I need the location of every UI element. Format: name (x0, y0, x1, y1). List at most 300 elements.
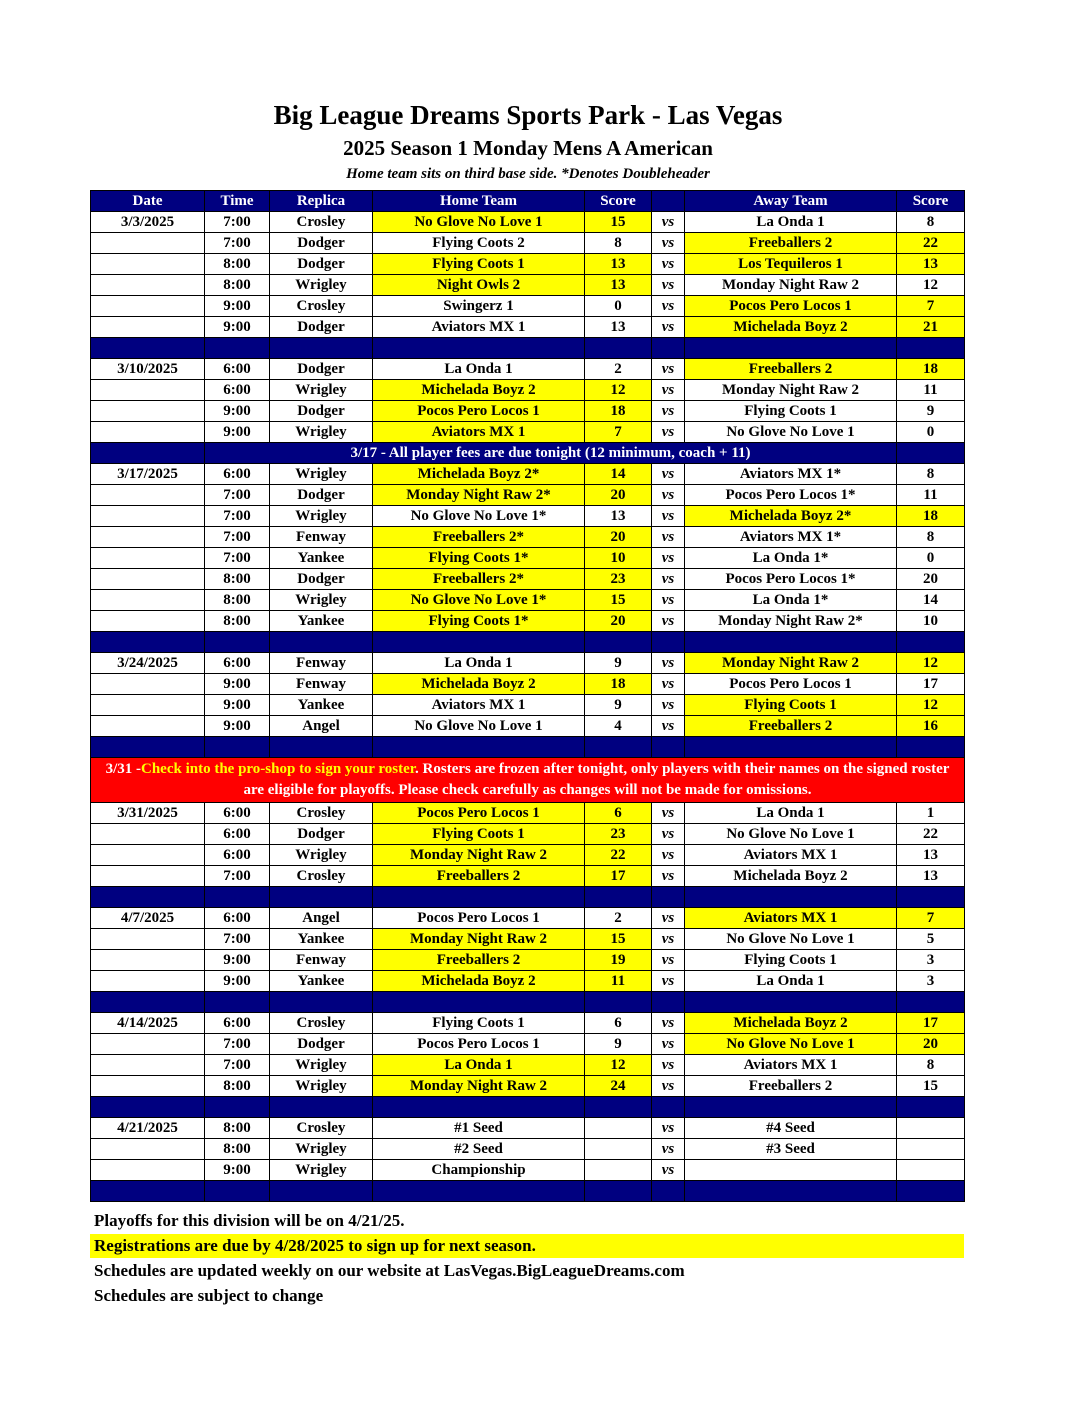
separator-cell (91, 1097, 205, 1118)
home-score: 2 (585, 359, 652, 380)
field-replica: Dodger (270, 1034, 373, 1055)
away-score: 15 (897, 1076, 965, 1097)
col-time: Time (205, 191, 270, 212)
home-team: Freeballers 2 (373, 866, 585, 887)
vs-label: vs (652, 422, 685, 443)
vs-label: vs (652, 359, 685, 380)
separator-cell (270, 338, 373, 359)
home-score: 22 (585, 845, 652, 866)
separator-cell (652, 632, 685, 653)
field-replica: Wrigley (270, 1160, 373, 1181)
game-row (91, 548, 965, 569)
vs-label: vs (652, 929, 685, 950)
game-date (91, 950, 205, 971)
separator-row (91, 1181, 965, 1202)
home-team: La Onda 1 (373, 1055, 585, 1076)
separator-cell (585, 887, 652, 908)
game-row (91, 212, 965, 233)
game-date (91, 1139, 205, 1160)
fees-notice-row (91, 443, 965, 464)
game-row (91, 1034, 965, 1055)
field-replica: Wrigley (270, 1139, 373, 1160)
vs-label: vs (652, 401, 685, 422)
away-score: 11 (897, 380, 965, 401)
home-score: 13 (585, 506, 652, 527)
away-score: 1 (897, 803, 965, 824)
game-date (91, 674, 205, 695)
away-team: La Onda 1* (685, 548, 897, 569)
separator-cell (91, 992, 205, 1013)
game-time: 7:00 (205, 485, 270, 506)
away-team: No Glove No Love 1 (685, 824, 897, 845)
vs-label: vs (652, 233, 685, 254)
home-team: Monday Night Raw 2 (373, 845, 585, 866)
away-score (897, 1160, 965, 1181)
game-date (91, 275, 205, 296)
home-team: Flying Coots 1 (373, 1013, 585, 1034)
change-note: Schedules are subject to change (94, 1286, 324, 1305)
vs-label: vs (652, 971, 685, 992)
separator-cell (205, 1181, 270, 1202)
game-row (91, 695, 965, 716)
home-score: 9 (585, 653, 652, 674)
home-team: Flying Coots 1 (373, 254, 585, 275)
fees-notice: 3/17 - All player fees are due tonight (12 minimum, coach + 11) (205, 443, 897, 464)
field-replica: Crosley (270, 866, 373, 887)
home-team: Michelada Boyz 2* (373, 464, 585, 485)
away-score (897, 1118, 965, 1139)
field-replica: Dodger (270, 359, 373, 380)
game-date: 3/10/2025 (91, 359, 205, 380)
vs-label: vs (652, 824, 685, 845)
vs-label: vs (652, 803, 685, 824)
home-score (585, 1160, 652, 1181)
home-team: Flying Coots 1 (373, 824, 585, 845)
game-date (91, 485, 205, 506)
field-replica: Wrigley (270, 1076, 373, 1097)
home-team: Pocos Pero Locos 1 (373, 803, 585, 824)
away-team: Aviators MX 1 (685, 908, 897, 929)
home-score: 24 (585, 1076, 652, 1097)
separator-row (91, 992, 965, 1013)
game-date (91, 611, 205, 632)
game-time: 6:00 (205, 803, 270, 824)
vs-label: vs (652, 569, 685, 590)
schedule-body (91, 212, 965, 1202)
home-team: Flying Coots 1* (373, 548, 585, 569)
roster-notice-prefix: 3/31 - (105, 761, 141, 777)
home-team: Aviators MX 1 (373, 317, 585, 338)
roster-notice-text: . Rosters are frozen after tonight, only players with their names on the signed roster are eligible for playoffs. Please check carefully as changes will not be made for omissions. (243, 761, 950, 798)
game-date: 3/24/2025 (91, 653, 205, 674)
field-replica: Wrigley (270, 380, 373, 401)
vs-label: vs (652, 1013, 685, 1034)
home-score: 12 (585, 1055, 652, 1076)
game-date: 3/31/2025 (91, 803, 205, 824)
home-team: Michelada Boyz 2 (373, 674, 585, 695)
notice-cell (91, 443, 205, 464)
vs-label: vs (652, 866, 685, 887)
away-team: Flying Coots 1 (685, 401, 897, 422)
home-score: 9 (585, 1034, 652, 1055)
separator-cell (270, 737, 373, 758)
vs-label: vs (652, 506, 685, 527)
game-date (91, 1055, 205, 1076)
vs-label: vs (652, 674, 685, 695)
game-time: 7:00 (205, 233, 270, 254)
away-score: 20 (897, 569, 965, 590)
away-score: 22 (897, 233, 965, 254)
separator-row (91, 632, 965, 653)
away-score: 0 (897, 422, 965, 443)
game-time: 7:00 (205, 548, 270, 569)
game-date: 3/3/2025 (91, 212, 205, 233)
home-score: 18 (585, 674, 652, 695)
game-date (91, 569, 205, 590)
separator-cell (373, 1097, 585, 1118)
game-date (91, 254, 205, 275)
game-date (91, 845, 205, 866)
home-team: #1 Seed (373, 1118, 585, 1139)
col-replica: Replica (270, 191, 373, 212)
game-time: 7:00 (205, 527, 270, 548)
separator-cell (205, 887, 270, 908)
field-replica: Crosley (270, 1013, 373, 1034)
field-replica: Crosley (270, 803, 373, 824)
game-time: 7:00 (205, 1034, 270, 1055)
home-score: 9 (585, 695, 652, 716)
away-team: Freeballers 2 (685, 1076, 897, 1097)
home-score: 11 (585, 971, 652, 992)
separator-cell (585, 1097, 652, 1118)
col-away-team: Away Team (685, 191, 897, 212)
page-subtitle: 2025 Season 1 Monday Mens A American (343, 136, 713, 160)
separator-cell (373, 1181, 585, 1202)
game-date (91, 716, 205, 737)
game-date (91, 824, 205, 845)
separator-cell (585, 338, 652, 359)
home-score: 15 (585, 590, 652, 611)
header-row (91, 191, 965, 212)
home-score: 6 (585, 1013, 652, 1034)
game-row (91, 1013, 965, 1034)
away-team: No Glove No Love 1 (685, 422, 897, 443)
game-time: 7:00 (205, 929, 270, 950)
registration-note: Registrations are due by 4/28/2025 to sign up for next season. (90, 1234, 964, 1258)
separator-cell (205, 737, 270, 758)
home-score: 18 (585, 401, 652, 422)
separator-cell (585, 737, 652, 758)
vs-label: vs (652, 1139, 685, 1160)
game-row (91, 674, 965, 695)
vs-label: vs (652, 317, 685, 338)
field-replica: Angel (270, 716, 373, 737)
separator-cell (205, 632, 270, 653)
home-score: 17 (585, 866, 652, 887)
separator-cell (897, 632, 965, 653)
game-row (91, 611, 965, 632)
away-score: 13 (897, 866, 965, 887)
game-date (91, 866, 205, 887)
vs-label: vs (652, 1076, 685, 1097)
away-team: Monday Night Raw 2 (685, 380, 897, 401)
away-team: Pocos Pero Locos 1* (685, 485, 897, 506)
separator-cell (652, 887, 685, 908)
field-replica: Dodger (270, 401, 373, 422)
separator-cell (91, 1181, 205, 1202)
game-time: 7:00 (205, 506, 270, 527)
separator-cell (270, 1181, 373, 1202)
game-time: 6:00 (205, 1013, 270, 1034)
away-score: 11 (897, 485, 965, 506)
game-row (91, 254, 965, 275)
away-score: 7 (897, 908, 965, 929)
away-team: Michelada Boyz 2 (685, 866, 897, 887)
separator-cell (373, 887, 585, 908)
game-date: 3/17/2025 (91, 464, 205, 485)
col-date: Date (91, 191, 205, 212)
home-team: No Glove No Love 1* (373, 506, 585, 527)
game-row (91, 971, 965, 992)
away-score: 14 (897, 590, 965, 611)
home-team: Flying Coots 2 (373, 233, 585, 254)
game-time: 9:00 (205, 317, 270, 338)
away-team: Pocos Pero Locos 1 (685, 296, 897, 317)
home-team: #2 Seed (373, 1139, 585, 1160)
separator-cell (91, 887, 205, 908)
game-time: 7:00 (205, 866, 270, 887)
away-score: 13 (897, 845, 965, 866)
home-team: Pocos Pero Locos 1 (373, 401, 585, 422)
game-date (91, 317, 205, 338)
game-row (91, 929, 965, 950)
home-score: 19 (585, 950, 652, 971)
home-team: Night Owls 2 (373, 275, 585, 296)
game-time: 6:00 (205, 824, 270, 845)
field-replica: Yankee (270, 548, 373, 569)
game-time: 6:00 (205, 653, 270, 674)
field-replica: Fenway (270, 674, 373, 695)
separator-cell (897, 1181, 965, 1202)
home-team: No Glove No Love 1* (373, 590, 585, 611)
away-team: La Onda 1* (685, 590, 897, 611)
game-time: 8:00 (205, 611, 270, 632)
away-team: Michelada Boyz 2 (685, 317, 897, 338)
away-score: 7 (897, 296, 965, 317)
game-time: 8:00 (205, 569, 270, 590)
away-team (685, 1160, 897, 1181)
game-date (91, 1160, 205, 1181)
home-team: Michelada Boyz 2 (373, 971, 585, 992)
away-team: Freeballers 2 (685, 359, 897, 380)
game-time: 8:00 (205, 1139, 270, 1160)
vs-label: vs (652, 275, 685, 296)
vs-label: vs (652, 695, 685, 716)
vs-label: vs (652, 380, 685, 401)
game-row (91, 950, 965, 971)
separator-cell (373, 992, 585, 1013)
home-score: 13 (585, 317, 652, 338)
away-team: La Onda 1 (685, 803, 897, 824)
game-date (91, 233, 205, 254)
home-score: 10 (585, 548, 652, 569)
away-team: Freeballers 2 (685, 233, 897, 254)
home-score: 4 (585, 716, 652, 737)
roster-notice (91, 758, 965, 803)
field-replica: Dodger (270, 254, 373, 275)
game-row (91, 527, 965, 548)
game-date (91, 971, 205, 992)
vs-label: vs (652, 590, 685, 611)
away-team: Monday Night Raw 2 (685, 653, 897, 674)
field-replica: Dodger (270, 317, 373, 338)
separator-cell (270, 992, 373, 1013)
vs-label: vs (652, 548, 685, 569)
home-team: Monday Night Raw 2 (373, 1076, 585, 1097)
roster-notice-row (91, 758, 965, 803)
home-team: Aviators MX 1 (373, 422, 585, 443)
home-score: 6 (585, 803, 652, 824)
separator-cell (270, 1097, 373, 1118)
separator-row (91, 887, 965, 908)
game-date (91, 506, 205, 527)
separator-cell (685, 887, 897, 908)
separator-cell (652, 992, 685, 1013)
home-team: No Glove No Love 1 (373, 716, 585, 737)
field-replica: Yankee (270, 971, 373, 992)
home-team: No Glove No Love 1 (373, 212, 585, 233)
separator-cell (270, 632, 373, 653)
game-date: 4/21/2025 (91, 1118, 205, 1139)
away-score: 18 (897, 359, 965, 380)
home-team: La Onda 1 (373, 653, 585, 674)
separator-cell (652, 737, 685, 758)
away-team: Aviators MX 1 (685, 845, 897, 866)
away-score: 12 (897, 275, 965, 296)
away-team: Freeballers 2 (685, 716, 897, 737)
vs-label: vs (652, 950, 685, 971)
game-time: 8:00 (205, 1118, 270, 1139)
game-row (91, 845, 965, 866)
game-row (91, 359, 965, 380)
away-score: 21 (897, 317, 965, 338)
separator-row (91, 737, 965, 758)
game-time: 9:00 (205, 422, 270, 443)
game-time: 9:00 (205, 950, 270, 971)
game-date (91, 929, 205, 950)
game-row (91, 653, 965, 674)
vs-label: vs (652, 653, 685, 674)
game-date (91, 422, 205, 443)
field-replica: Wrigley (270, 1055, 373, 1076)
roster-notice-highlight: Check into the pro-shop to sign your roster (140, 761, 416, 777)
away-team: Flying Coots 1 (685, 695, 897, 716)
home-team: Championship (373, 1160, 585, 1181)
col-home-score: Score (585, 191, 652, 212)
home-team: Pocos Pero Locos 1 (373, 908, 585, 929)
away-team: Monday Night Raw 2 (685, 275, 897, 296)
separator-cell (91, 632, 205, 653)
separator-row (91, 1097, 965, 1118)
field-replica: Dodger (270, 485, 373, 506)
away-score: 16 (897, 716, 965, 737)
home-score: 15 (585, 929, 652, 950)
away-score: 10 (897, 611, 965, 632)
game-row (91, 485, 965, 506)
game-date (91, 296, 205, 317)
away-team: #4 Seed (685, 1118, 897, 1139)
field-replica: Dodger (270, 569, 373, 590)
away-score: 17 (897, 1013, 965, 1034)
away-score: 18 (897, 506, 965, 527)
away-team: La Onda 1 (685, 971, 897, 992)
game-date (91, 548, 205, 569)
game-date (91, 380, 205, 401)
home-score: 20 (585, 527, 652, 548)
home-team: Freeballers 2* (373, 569, 585, 590)
field-replica: Fenway (270, 527, 373, 548)
vs-label: vs (652, 1055, 685, 1076)
separator-cell (373, 338, 585, 359)
game-row (91, 233, 965, 254)
away-score: 5 (897, 929, 965, 950)
vs-label: vs (652, 527, 685, 548)
field-replica: Crosley (270, 1118, 373, 1139)
field-replica: Crosley (270, 212, 373, 233)
separator-cell (652, 1097, 685, 1118)
vs-label: vs (652, 716, 685, 737)
field-replica: Yankee (270, 929, 373, 950)
game-time: 9:00 (205, 296, 270, 317)
away-team: #3 Seed (685, 1139, 897, 1160)
game-date: 4/7/2025 (91, 908, 205, 929)
separator-cell (897, 992, 965, 1013)
away-score: 0 (897, 548, 965, 569)
home-score: 8 (585, 233, 652, 254)
game-row (91, 296, 965, 317)
game-row (91, 1160, 965, 1181)
page-title: Big League Dreams Sports Park - Las Vegas (273, 100, 783, 130)
game-row (91, 401, 965, 422)
separator-cell (897, 1097, 965, 1118)
field-replica: Angel (270, 908, 373, 929)
vs-label: vs (652, 908, 685, 929)
home-team: La Onda 1 (373, 359, 585, 380)
home-score: 0 (585, 296, 652, 317)
separator-cell (91, 737, 205, 758)
home-score: 15 (585, 212, 652, 233)
field-replica: Wrigley (270, 422, 373, 443)
away-team: Flying Coots 1 (685, 950, 897, 971)
home-score: 23 (585, 569, 652, 590)
away-team: Aviators MX 1* (685, 464, 897, 485)
away-team: La Onda 1 (685, 212, 897, 233)
game-date: 4/14/2025 (91, 1013, 205, 1034)
separator-cell (205, 338, 270, 359)
game-time: 8:00 (205, 254, 270, 275)
game-time: 6:00 (205, 464, 270, 485)
home-team: Monday Night Raw 2 (373, 929, 585, 950)
game-time: 9:00 (205, 716, 270, 737)
game-row (91, 569, 965, 590)
separator-cell (373, 632, 585, 653)
game-row (91, 1076, 965, 1097)
field-replica: Fenway (270, 950, 373, 971)
col-away-score: Score (897, 191, 965, 212)
separator-cell (652, 338, 685, 359)
field-replica: Crosley (270, 296, 373, 317)
home-score: 12 (585, 380, 652, 401)
